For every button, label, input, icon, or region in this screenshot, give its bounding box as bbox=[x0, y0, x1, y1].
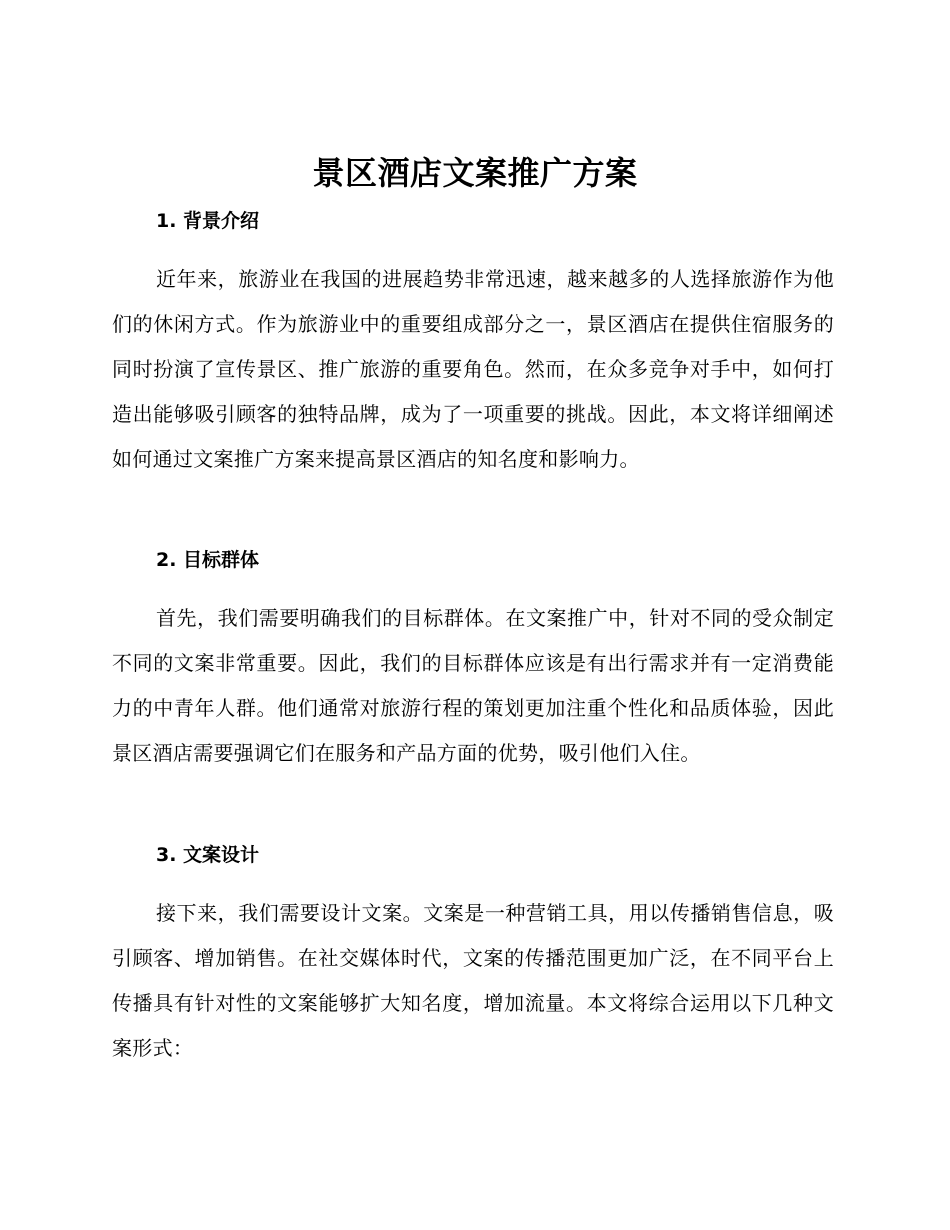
section-heading-background: 1. 背景介绍 bbox=[156, 210, 260, 232]
section-heading-target-audience: 2. 目标群体 bbox=[156, 549, 260, 571]
section-heading-copy-design: 3. 文案设计 bbox=[156, 844, 260, 866]
section-paragraph-target-audience: 首先，我们需要明确我们的目标群体。在文案推广中，针对不同的受众制定不同的文案非常重要。因此，我们的目标群体应该是有出行需求并有一定消费能力的中青年人群。他们通常对旅游行程的策划更加注重个性化和品质体验，因此景区酒店需要强调它们在服务和产品方面的优势，吸引他们入住。 bbox=[112, 606, 834, 765]
section-paragraph-copy-design: 接下来，我们需要设计文案。文案是一种营销工具，用以传播销售信息，吸引顾客、增加销售。在社交媒体时代，文案的传播范围更加广泛，在不同平台上传播具有针对性的文案能够扩大知名度，增加流量。本文将综合运用以下几种文案形式： bbox=[112, 901, 834, 1060]
document-title: 景区酒店文案推广方案 bbox=[312, 154, 638, 192]
section-paragraph-background: 近年来，旅游业在我国的进展趋势非常迅速，越来越多的人选择旅游作为他们的休闲方式。作为旅游业中的重要组成部分之一，景区酒店在提供住宿服务的同时扮演了宣传景区、推广旅游的重要角色。然而，在众多竞争对手中，如何打造出能够吸引顾客的独特品牌，成为了一项重要的挑战。因此，本文将详细阐述如何通过文案推广方案来提高景区酒店的知名度和影响力。 bbox=[112, 267, 834, 471]
